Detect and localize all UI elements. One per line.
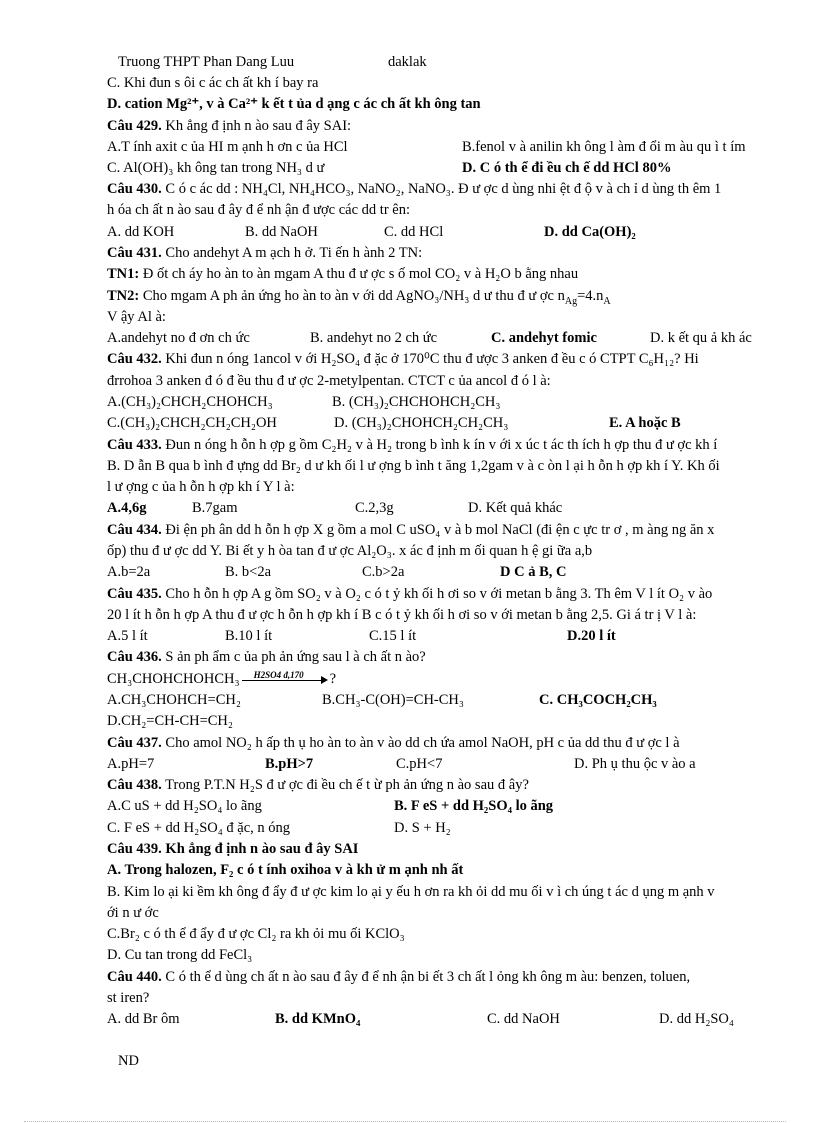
question-number: Câu 434. <box>107 522 162 538</box>
option-d-correct: D C ả B, C <box>500 564 567 580</box>
question-text: Kh ẳng đ ịnh n ào sau đ ây SAI: <box>161 118 352 134</box>
question-text: Đi ện ph ân dd h ỗn h ợp X g ồm a mol C uSO₄ v à b mol NaCl (đi ện c ực tr ơ , m àng ng ăn x <box>161 522 715 538</box>
question-number: Câu 430. <box>107 181 162 197</box>
option-d-correct: D. dd Ca(OH)₂ <box>544 224 636 240</box>
question-text: S ản ph ẩm c ủa ph ản ứng sau l à ch ất n ào? <box>161 649 426 665</box>
question-438 <box>107 775 529 795</box>
product-unknown: ? <box>329 671 337 687</box>
option-line: C. Khi đun s ôi c ác ch ất kh í bay ra <box>107 75 319 91</box>
option-d-correct: D.20 l ít <box>567 628 616 644</box>
question-number: Câu 437. <box>107 735 162 751</box>
question-number: Câu 440. <box>107 969 162 985</box>
experiment-label: TN2: <box>107 288 140 304</box>
question-text: Đun n óng h ỗn h ợp g ồm C₂H₂ v à H₂ trong b ình k ín v ới x úc t ác th ích h ợp thu đ ư ợc kh í <box>161 437 718 453</box>
experiment-text: Đ ốt ch áy ho àn to àn mgam A thu đ ư ợc s ố mol CO₂ v à H₂O b ằng nhau <box>139 266 579 282</box>
option-a: A.b=2a <box>107 564 151 580</box>
subscript: A <box>603 295 611 307</box>
header-place: daklak <box>388 54 427 70</box>
option-a: A.T ính axit c ủa HI m ạnh h ơn c ủa HCl <box>107 139 348 155</box>
question-437 <box>107 733 680 753</box>
question-text-cont: ốp) thu đ ư ợc dd Y. Bi ết y h òa tan đ ư ợc Al₂O₃. x ác đ ịnh m ối quan h ệ gi ữa a,b <box>107 543 593 559</box>
option-c: C.pH<7 <box>396 756 443 772</box>
option-c-correct: C. andehyt fomic <box>491 330 597 346</box>
question-number: Câu 432. <box>107 351 162 367</box>
question-text: C ó th ể d ùng ch ất n ào sau đ ây đ ể nh ận bi ết 3 ch ất l ỏng kh ông m àu: benzen, toluen, <box>161 969 691 985</box>
option-d: D. Ph ụ thu ộc v ào a <box>574 756 696 772</box>
question-433 <box>107 435 717 455</box>
option-c: C. F eS + dd H₂SO₄ đ ặc, n óng <box>107 820 291 836</box>
option-a: A.CH₃CHOHCH=CH₂ <box>107 692 241 708</box>
question-text: Khi đun n óng 1ancol v ới H₂SO₄ đ ặc ở 170⁰C thu đ ược 3 anken đ ều c ó CTPT C₆H₁₂? Hi <box>161 351 699 367</box>
option-b: B. (CH₃)₂CHCHOHCH₂CH₃ <box>332 394 501 410</box>
option-b: B. dd NaOH <box>245 224 318 240</box>
subscript: Ag <box>564 295 578 307</box>
option-c: C. dd NaOH <box>487 1011 560 1027</box>
option-b: B.7gam <box>192 500 238 516</box>
reactant: CH₃CHOHCHOHCH₃ <box>107 671 240 687</box>
option-c: C. dd HCl <box>384 224 444 240</box>
footer-initials: ND <box>118 1053 139 1069</box>
option-c: C.2,3g <box>355 500 394 516</box>
question-text-cont: V ậy Al à: <box>107 309 166 325</box>
question-number: Câu 439. <box>107 841 162 857</box>
reaction-arrow-icon <box>242 669 328 687</box>
question-text: Kh ẳng đ ịnh n ào sau đ ây SAI <box>161 841 359 857</box>
option-b: B.CH₃-C(OH)=CH-CH₃ <box>322 692 464 708</box>
question-number: Câu 435. <box>107 586 162 602</box>
option-d: D. Kết quả khác <box>468 500 563 516</box>
option-b: B.fenol v à anilin kh ông l àm đ ổi m àu qu ì t ím <box>462 139 746 155</box>
question-text: Cho amol NO₂ h ấp th ụ ho àn to àn v ào dd ch ứa amol NaOH, pH c ủa dd thu đ ư ợc l à <box>161 735 680 751</box>
option-c: C.15 l ít <box>369 628 417 644</box>
option-e-correct: E. A hoặc B <box>609 415 681 431</box>
header-school: Truong THPT Phan Dang Luu <box>118 54 295 70</box>
option-b: B. Kim lo ại ki ềm kh ông đ ẩy đ ư ợc kim lo ại y ếu h ơn ra kh ỏi dd mu ối v ì ch úng t ác d ụng m ạnh v <box>107 884 715 900</box>
experiment-text: Cho mgam A ph ản ứng ho àn to àn v ới dd AgNO₃/NH₃ d ư thu đ ư ợc n <box>139 288 565 304</box>
question-number: Câu 438. <box>107 777 162 793</box>
option-b-correct: B.pH>7 <box>265 756 314 772</box>
option-c: C.b>2a <box>362 564 405 580</box>
page-bottom-rule <box>24 1121 786 1122</box>
question-number: Câu 431. <box>107 245 162 261</box>
option-b: B.10 l ít <box>225 628 273 644</box>
option-d: D. k ết qu ả kh ác <box>650 330 752 346</box>
option-a: A. dd KOH <box>107 224 175 240</box>
reaction-line <box>107 669 336 689</box>
option-c: C. Al(OH)₃ kh ông tan trong NH₃ d ư <box>107 160 325 176</box>
question-text-cont: 20 l ít h ỗn h ợp A thu đ ư ợc h ỗn h ợp kh í B c ó t ỷ kh ối h ơi so v ới metan b ằng 2,5. Gi á tr ị V l à: <box>107 607 697 623</box>
question-text-cont: B. D ẫn B qua b ình đ ựng dd Br₂ d ư kh ối l ư ợng b ình t ăng 1,2gam v à c òn l ại h ỗn h ợp kh í Y. Kh ối <box>107 458 720 474</box>
question-text-cont: l ư ợng c ủa h ỗn h ợp kh í Y l à: <box>107 479 295 495</box>
question-439 <box>107 839 358 859</box>
question-440 <box>107 967 690 987</box>
option-a: A.pH=7 <box>107 756 155 772</box>
option-b-correct: B. F eS + dd H₂SO₄ lo ãng <box>394 798 554 814</box>
equation: =4.n <box>577 288 604 304</box>
option-a: A.(CH₃)₂CHCH₂CHOHCH₃ <box>107 394 273 410</box>
question-430 <box>107 179 721 199</box>
question-text-cont: đrrohoa 3 anken đ ó đ ều thu đ ư ợc 2-metylpentan. CTCT c ủa ancol đ ó l à: <box>107 373 551 389</box>
question-434 <box>107 520 714 540</box>
question-435 <box>107 584 712 604</box>
question-number: Câu 429. <box>107 118 162 134</box>
experiment-1 <box>107 264 578 284</box>
option-a-correct: A. Trong halozen, F₂ c ó t ính oxihoa v à kh ử m ạnh nh ất <box>107 862 464 878</box>
option-b: B. andehyt no 2 ch ức <box>310 330 438 346</box>
question-432 <box>107 349 699 369</box>
option-c-correct: C. CH₃COCH₂CH₃ <box>539 692 657 708</box>
question-text-cont: h óa ch ất n ào sau đ ây đ ể nh ận đ ược các dd tr ên: <box>107 202 410 218</box>
option-c: C.Br₂ c ó th ể đ ẩy đ ư ợc Cl₂ ra kh ỏi mu ối KClO₃ <box>107 926 405 942</box>
question-text: Cho andehyt A m ạch h ở. Ti ến h ành 2 TN: <box>161 245 423 261</box>
question-text: Trong P.T.N H₂S đ ư ợc đi ều ch ế t ừ ph ản ứng n ào sau đ ây? <box>161 777 529 793</box>
option-a: A. dd Br ôm <box>107 1011 180 1027</box>
option-line-correct: D. cation Mg²⁺, v à Ca²⁺ k ết t ủa d ạng c ác ch ất kh ông tan <box>107 96 481 112</box>
option-d: D. (CH₃)₂CHOHCH₂CH₂CH₃ <box>334 415 509 431</box>
option-d: D.CH₂=CH-CH=CH₂ <box>107 713 233 729</box>
question-text: Cho h ỗn h ợp A g ồm SO₂ v à O₂ c ó t ỷ kh ối h ơi so v ới metan b ằng 3. Th êm V l ít O₂ v ào <box>161 586 713 602</box>
option-b-correct: B. dd KMnO₄ <box>275 1011 361 1027</box>
option-d: D. S + H₂ <box>394 820 451 836</box>
option-a: A.andehyt no đ ơn ch ức <box>107 330 250 346</box>
experiment-label: TN1: <box>107 266 140 282</box>
question-431 <box>107 243 422 263</box>
question-text-cont: st iren? <box>107 990 150 1006</box>
experiment-2 <box>107 286 611 306</box>
option-a: A.C uS + dd H₂SO₄ lo ãng <box>107 798 262 814</box>
question-number: Câu 436. <box>107 649 162 665</box>
option-b-cont: ới n ư ớc <box>107 905 159 921</box>
option-b: B. b<2a <box>225 564 272 580</box>
option-a: A.5 l ít <box>107 628 148 644</box>
option-d-correct: D. C ó th ể đi ều ch ế dd HCl 80% <box>462 160 672 176</box>
option-d: D. Cu tan trong dd FeCl₃ <box>107 947 253 963</box>
question-text: C ó c ác dd : NH₄Cl, NH₄HCO₃, NaNO₂, NaNO₃. Đ ư ợc d ùng nhi ệt đ ộ v à ch ỉ d ùng th êm 1 <box>161 181 722 197</box>
option-d: D. dd H₂SO₄ <box>659 1011 734 1027</box>
option-a-correct: A.4,6g <box>107 500 147 516</box>
question-number: Câu 433. <box>107 437 162 453</box>
reaction-condition: H2SO4 đ,170 <box>253 669 304 680</box>
option-c: C.(CH₃)₂CHCH₂CH₂CH₂OH <box>107 415 277 431</box>
question-429 <box>107 116 351 136</box>
